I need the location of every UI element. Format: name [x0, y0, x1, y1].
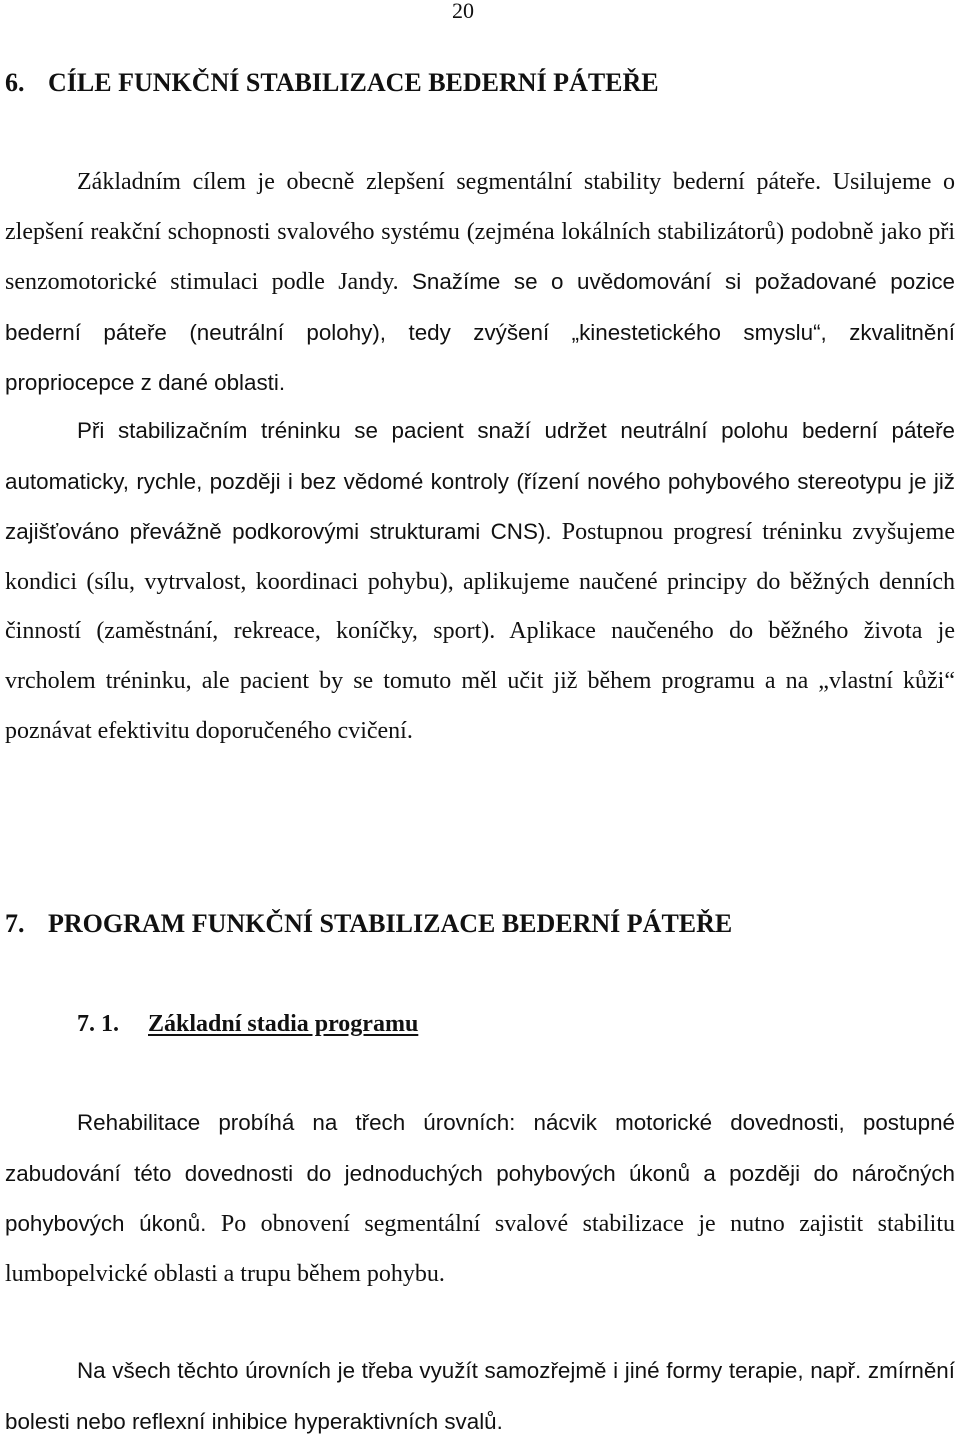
section-7-number: 7. — [5, 909, 25, 938]
page-number: 20 — [452, 0, 474, 23]
section-6-paragraph-1 — [5, 158, 955, 409]
section-6-heading — [5, 66, 659, 100]
section-7-title: PROGRAM FUNKČNÍ STABILIZACE BEDERNÍ PÁTEŘE — [48, 909, 733, 938]
subsection-7-1-title: Základní stadia programu — [148, 1011, 419, 1037]
section-7-paragraph-2 — [5, 1346, 955, 1447]
paragraph-4-text: Na všech těchto úrovních je třeba využít samozřejmě i jiné formy terapie, např. zmírnění bolesti nebo reflexní inhibice hyperaktivních svalů. — [5, 1358, 955, 1434]
paragraph-2-text-b: Postupnou progresí tréninku zvyšujeme kondici (sílu, vytrvalost, koordinaci pohybu), aplikujeme naučené principy do běžných denních činností (zaměstnání, rekreace, koníčky, sport). — [5, 519, 955, 645]
paragraph-1-text-b: Snažíme se o uvědomování si požadované pozice bederní páteře (neutrální polohy), tedy zvýšení „kinestetického smyslu“, zkvalitnění propriocepce z dané oblasti. — [5, 269, 956, 396]
section-6-title: CÍLE FUNKČNÍ STABILIZACE BEDERNÍ PÁTEŘE — [48, 68, 659, 97]
section-7-paragraph-1 — [5, 1098, 955, 1299]
paragraph-3-text-b: Po obnovení segmentální svalové stabilizace je nutno zajistit stabilitu lumbopelvické oblasti a trupu během pohybu. — [5, 1211, 955, 1287]
paragraph-3-text-a: Rehabilitace probíhá na třech úrovních: nácvik motorické dovednosti, postupné zabudování této dovednosti do jednoduchých pohybových úkonů a později do náročných pohybových úkonů. — [5, 1110, 955, 1237]
section-7-heading — [5, 907, 732, 941]
subsection-7-1-number: 7. 1. — [77, 1011, 119, 1037]
paragraph-2-text-a: Při stabilizačním tréninku se pacient snaží udržet neutrální polohu bederní páteře automaticky, rychle, později i bez vědomé kontroly (řízení nového pohybového stereotypu je již zajišťováno převážně podkorovými strukturami CNS). — [5, 418, 955, 545]
section-6-paragraph-2 — [5, 406, 955, 756]
section-6-number: 6. — [5, 68, 25, 97]
paragraph-1-text-a: Základním cílem je obecně zlepšení segmentální stability bederní páteře. Usilujeme o zlepšení reakční schopnosti svalového systému (zejména lokálních stabilizátorů) podobně jako při senzomotorické stimulaci podle Jandy. — [5, 169, 955, 296]
subsection-7-1-heading — [77, 1008, 418, 1040]
paragraph-2-text-c: Aplikace naučeného do běžného života je vrcholem tréninku, ale pacient by se tomuto měl učit již během programu a na „vlastní kůži“ poznávat efektivitu doporučeného cvičení. — [5, 618, 955, 744]
